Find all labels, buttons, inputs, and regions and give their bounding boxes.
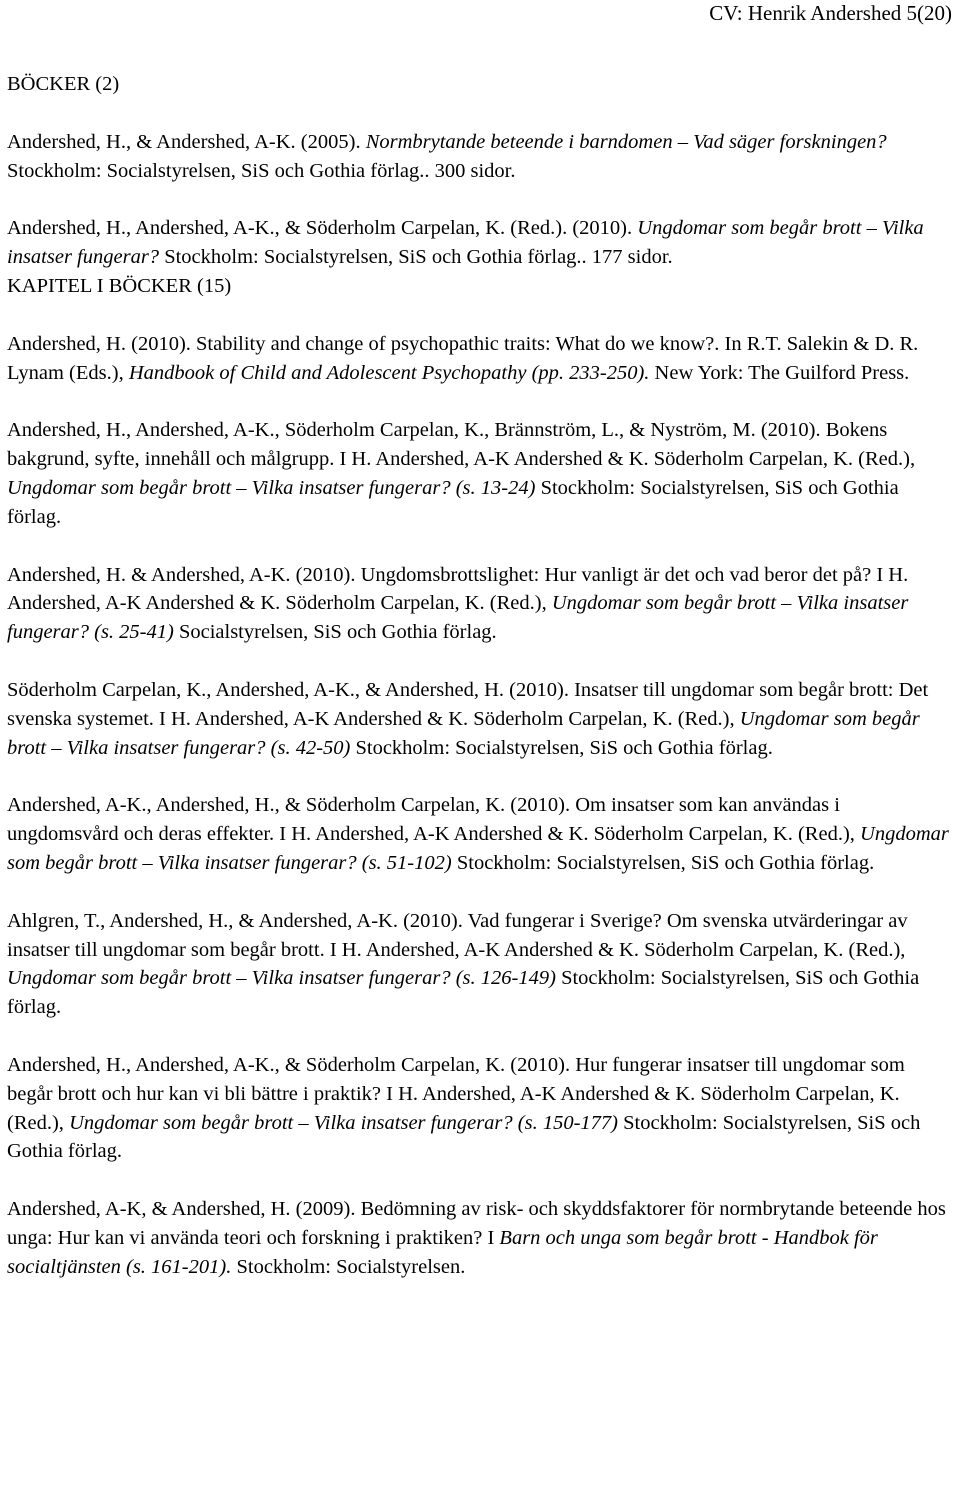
reference-entry (7, 330, 953, 388)
reference-entry (7, 128, 953, 186)
reference-text: Andershed, H., Andershed, A-K., & Söderholm Carpelan, K. (Red.). (2010). (7, 217, 638, 240)
reference-entry (7, 676, 953, 762)
reference-text: Söderholm Carpelan, K., Andershed, A-K., & Andershed, H. (2010). Insatser till ungdomar som begår brott: Det svenska systemet. I H. Andershed, A-K Andershed & K. Söderholm Carpelan, K. (Red.), (7, 678, 929, 730)
running-header: CV: Henrik Andershed 5(20) (709, 1, 952, 25)
reference-title: Ungdomar som begår brott – Vilka insatser fungerar? (7, 217, 924, 269)
reference-title: Ungdomar som begår brott – Vilka insatser fungerar? (s. 42-50) (7, 707, 920, 759)
reference-title: Ungdomar som begår brott – Vilka insatser fungerar? (s. 13-24) (7, 476, 536, 499)
reference-text: Andershed, A-K., Andershed, H., & Söderholm Carpelan, K. (2010). Om insatser som kan användas i ungdomsvård och deras effekter. I H. Andershed, A-K Andershed & K. Söderholm Carpelan, K. (Red.), (7, 794, 861, 846)
reference-title: Ungdomar som begår brott – Vilka insatser fungerar? (s. 126-149) (7, 967, 556, 990)
reference-entry (7, 791, 953, 877)
reference-text: Andershed, H. (2010). Stability and change of psychopathic traits: What do we know?. In R.T. Salekin & D. R. Lynam (Eds.), (7, 332, 919, 384)
reference-text: Andershed, A-K, & Andershed, H. (2009). Bedömning av risk- och skyddsfaktorer för normbrytande beteende hos unga: Hur kan vi använda teori och forskning i praktiken? I (7, 1198, 946, 1249)
reference-title: Barn och unga som begår brott - Handbok för socialtjänsten (s. 161-201). (7, 1226, 878, 1278)
reference-text: Stockholm: Socialstyrelsen, SiS och Gothia förlag.. 300 sidor. (7, 159, 516, 182)
reference-text: Andershed, H. & Andershed, A-K. (2010). Ungdomsbrottslighet: Hur vanligt är det och vad beror det på? I H. Andershed, A-K Andershed & K. Söderholm Carpelan, K. (Red.), (7, 563, 909, 615)
reference-text: Stockholm: Socialstyrelsen. (231, 1255, 466, 1278)
reference-text: Stockholm: Socialstyrelsen, SiS och Gothia förlag. (350, 736, 773, 759)
reference-title: Handbook of Child and Adolescent Psychopathy (pp. 233-250). (128, 361, 650, 384)
reference-title: Ungdomar som begår brott – Vilka insatser fungerar? (s. 150-177) (69, 1111, 618, 1134)
reference-entry (7, 416, 953, 531)
reference-text: New York: The Guilford Press. (649, 361, 910, 384)
reference-entry (7, 1195, 953, 1281)
reference-text: Andershed, H., Andershed, A-K., Söderholm Carpelan, K., Brännström, L., & Nyström, M. (2010). Bokens bakgrund, syfte, innehåll och målgrupp. I H. Andershed, A-K Andershed & K. Söderholm Carpelan, K. (Red.), (7, 419, 916, 471)
books-section (7, 70, 953, 272)
reference-title: Normbrytande beteende i barndomen – Vad säger forskningen? (365, 130, 887, 153)
reference-entry (7, 214, 953, 272)
section-heading-chapters: KAPITEL I BÖCKER (15) (7, 274, 232, 297)
chapters-section (7, 272, 953, 1282)
reference-text: Ahlgren, T., Andershed, H., & Andershed, A-K. (2010). Vad fungerar i Sverige? Om svenska utvärderingar av insatser till ungdomar som begår brott. I H. Andershed, A-K Andershed & K. Söderholm Carpelan, K. (Red.), (7, 909, 908, 961)
reference-text: Andershed, H., Andershed, A-K., & Söderholm Carpelan, K. (2010). Hur fungerar insatser till ungdomar som begår brott och hur kan vi bli bättre i praktik? I H. Andershed, A-K Andershed & K. Söderholm Carpelan, K. (Red.), (7, 1053, 905, 1134)
reference-text: Stockholm: Socialstyrelsen, SiS och Gothia förlag. (7, 967, 920, 1019)
reference-text: Socialstyrelsen, SiS och Gothia förlag. (173, 621, 497, 644)
reference-title: Ungdomar som begår brott – Vilka insatser fungerar? (s. 25-41) (7, 592, 909, 644)
reference-text: Stockholm: Socialstyrelsen, SiS och Gothia förlag. (7, 476, 899, 528)
reference-text: Stockholm: Socialstyrelsen, SiS och Gothia förlag.. 177 sidor. (159, 246, 673, 269)
section-heading-books: BÖCKER (2) (7, 73, 120, 95)
reference-text: Stockholm: Socialstyrelsen, SiS och Gothia förlag. (451, 851, 875, 874)
document-body (7, 70, 953, 1282)
reference-entry (7, 561, 953, 647)
reference-entry (7, 907, 953, 1022)
reference-text: Stockholm: Socialstyrelsen, SiS och Gothia förlag. (7, 1111, 921, 1163)
reference-title: Ungdomar som begår brott – Vilka insatser fungerar? (s. 51-102) (7, 823, 949, 874)
reference-text: Andershed, H., & Andershed, A-K. (2005). (7, 130, 366, 153)
reference-entry (7, 1051, 953, 1166)
